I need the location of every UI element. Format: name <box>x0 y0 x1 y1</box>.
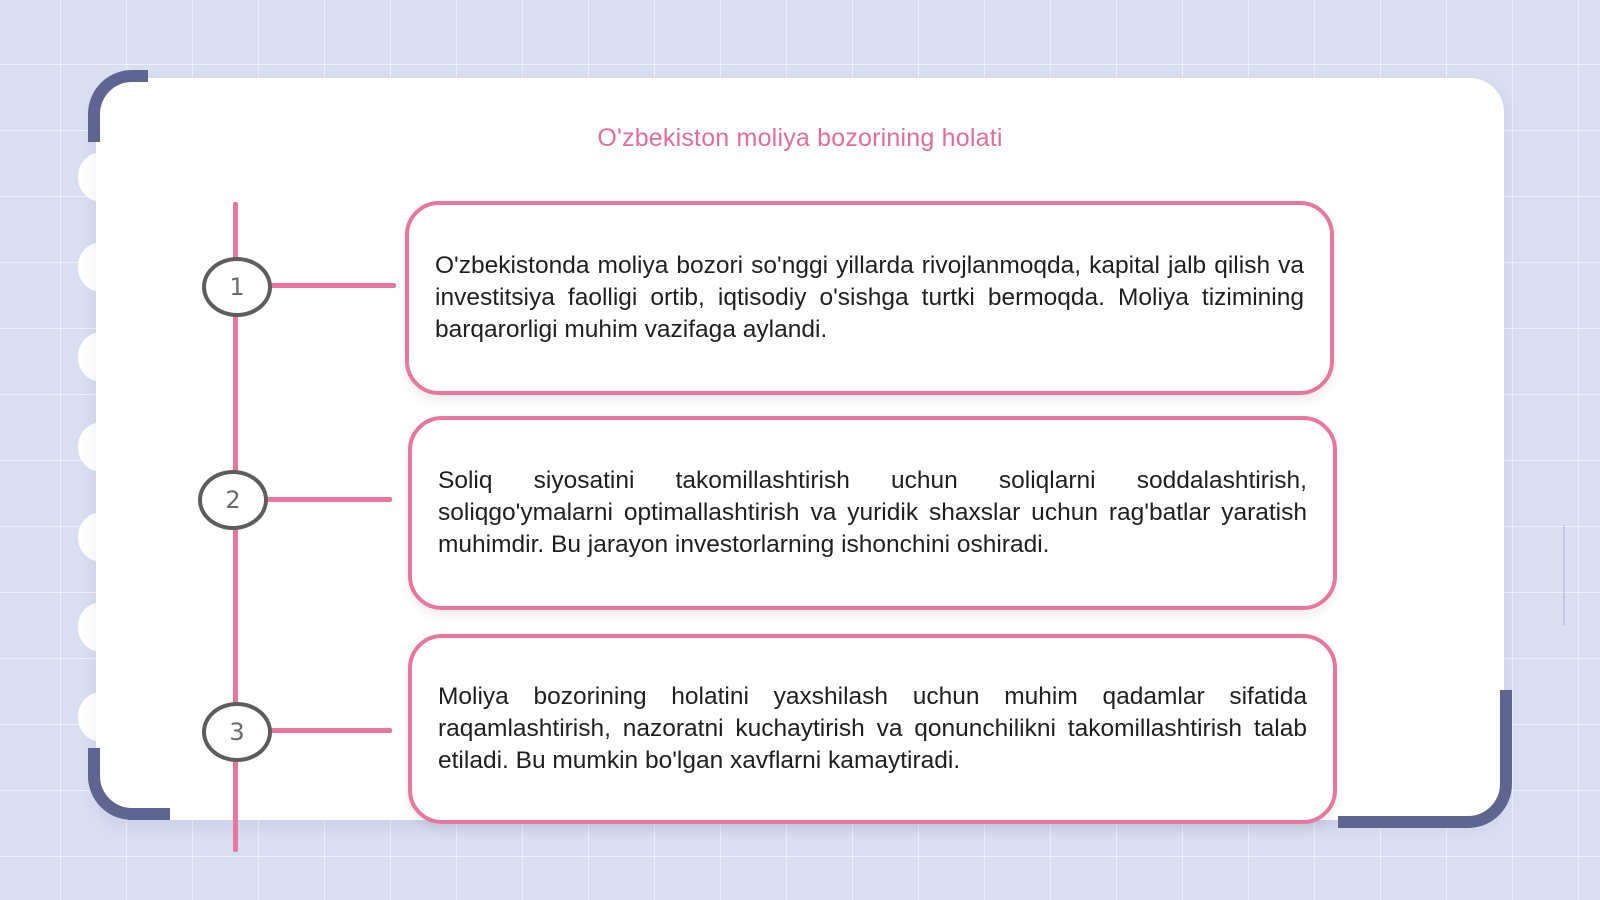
frame-corner-bottom-right <box>1338 690 1512 828</box>
step-text: Moliya bozorining holatini yaxshilash uchun muhim qadamlar sifatida raqamlashtirish, nazoratni kuchaytirish va qonunchilikni takomillashtirish talab etiladi. Bu mumkin bo'lgan xavflarni kamaytiradi. <box>438 683 1307 774</box>
step-card <box>405 201 1334 395</box>
step-number-circle <box>202 257 272 317</box>
frame-corner-bottom-left <box>88 748 170 820</box>
step-number-circle <box>198 470 268 530</box>
step-card <box>408 634 1337 824</box>
step-number: 2 <box>225 486 241 514</box>
step-text: Soliq siyosatini takomillashtirish uchun soliqlarni soddalashtirish, soliqgo'ymalarni optimallashtirish va yuridik shaxslar uchun rag'batlar yaratish muhimdir. Bu jarayon investorlarning ishonchini oshiradi. <box>438 467 1307 558</box>
step-card <box>408 416 1337 610</box>
slide-title: O'zbekiston moliya bozorining holati <box>597 124 1003 152</box>
step-number: 3 <box>229 718 245 746</box>
step-number-circle <box>202 702 272 762</box>
timeline-connector <box>262 497 392 502</box>
step-text: O'zbekistonda moliya bozori so'nggi yillarda rivojlanmoqda, kapital jalb qilish va investitsiya faolligi ortib, iqtisodiy o'sishga turtki bermoqda. Moliya tizimining barqarorligi muhim vazifaga aylandi. <box>435 252 1304 343</box>
grid-accent-line <box>1563 525 1565 625</box>
step-number: 1 <box>229 273 245 301</box>
timeline-connector <box>266 728 392 733</box>
timeline-connector <box>266 283 396 288</box>
